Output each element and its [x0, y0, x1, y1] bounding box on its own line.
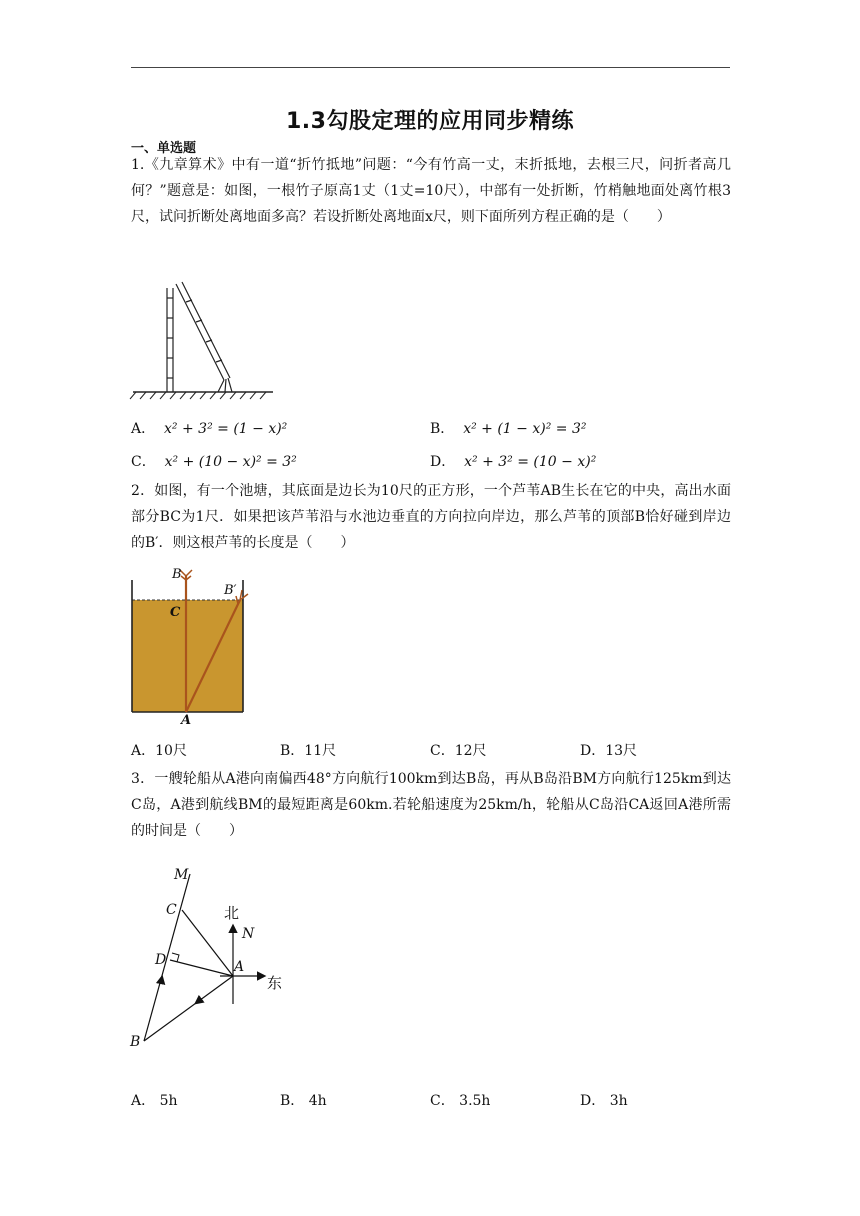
question-3-text: 3．一艘轮船从A港向南偏西48°方向航行100km到达B岛，再从B岛沿BM方向航行125km到达C岛，A港到航线BM的最短距离是60km.若轮船速度为25km/h，轮船从C岛沿CA返回A港所需的时间是（ ）	[131, 771, 731, 839]
route-bm	[144, 874, 190, 1041]
q2-option-c-label: C．	[430, 743, 455, 759]
label-n: N	[242, 926, 255, 942]
bamboo-figure	[128, 280, 278, 400]
q3-option-b-label: B．	[280, 1093, 305, 1109]
q1-option-d-formula: x² + 3² = (10 − x)²	[464, 454, 597, 470]
q2-option-a[interactable]	[131, 740, 187, 760]
label-b: B	[172, 567, 182, 582]
q1-option-a-label: A．	[131, 421, 156, 437]
pond-water	[132, 600, 243, 712]
q3-option-d[interactable]	[580, 1090, 628, 1110]
q1-option-d[interactable]	[430, 451, 596, 471]
q1-option-a[interactable]	[131, 418, 287, 438]
arrow-on-ab	[196, 1000, 200, 1003]
q1-option-b[interactable]	[430, 418, 586, 438]
segment-da	[170, 960, 233, 976]
label-b-prime: B′	[224, 583, 237, 598]
bamboo-stalk	[167, 288, 173, 392]
label-a: A	[234, 959, 245, 975]
q3-option-c[interactable]	[430, 1090, 490, 1110]
question-2-text: 2．如图，有一个池塘，其底面是边长为10尺的正方形，一个芦苇AB生长在它的中央，高出水面部分BC为1尺．如果把该芦苇沿与水池边垂直的方向拉向岸边，那么芦苇的顶部B恰好碰到岸边的B′．则这根芦苇的长度是（ ）	[131, 483, 731, 551]
q3-option-a-value: 5h	[159, 1093, 178, 1109]
q2-option-d[interactable]	[580, 740, 637, 760]
q1-option-b-label: B．	[430, 421, 455, 437]
q3-option-d-label: D．	[580, 1093, 606, 1109]
q2-option-a-value: 10尺	[155, 743, 187, 759]
route-ab	[144, 976, 233, 1041]
q2-option-c[interactable]	[430, 740, 487, 760]
pond-figure	[128, 566, 258, 726]
q3-option-c-value: 3.5h	[459, 1093, 491, 1109]
header-rule	[131, 67, 730, 68]
label-east: 东	[267, 974, 283, 992]
page-title: 1.3勾股定理的应用同步精练	[286, 109, 574, 134]
navigation-figure	[124, 864, 294, 1054]
q3-option-b[interactable]	[280, 1090, 327, 1110]
q1-option-c-formula: x² + (10 − x)² = 3²	[164, 454, 297, 470]
label-c: C	[170, 605, 181, 620]
q3-option-a[interactable]	[131, 1090, 178, 1110]
q1-option-c-label: C．	[131, 454, 156, 470]
q3-option-c-label: C．	[430, 1093, 455, 1109]
q2-option-c-value: 12尺	[454, 743, 487, 759]
label-north: 北	[224, 904, 240, 922]
label-m: M	[174, 867, 189, 883]
q3-option-b-value: 4h	[308, 1093, 327, 1109]
label-c: C	[166, 902, 177, 918]
q2-option-a-label: A．	[131, 743, 156, 759]
ground-line	[130, 392, 273, 399]
q2-option-d-label: D．	[580, 743, 606, 759]
label-d: D	[155, 952, 167, 968]
q2-option-b-value: 11尺	[304, 743, 337, 759]
q2-option-b-label: B．	[280, 743, 305, 759]
broken-bamboo	[176, 282, 232, 392]
section-heading: 一、单选题	[131, 141, 197, 156]
question-1-text: 1.《九章算术》中有一道“折竹抵地”问题：“今有竹高一丈，末折抵地，去根三尺，问折者高几何？”题意是：如图，一根竹子原高1丈（1丈=10尺），中部有一处折断，竹梢触地面处离竹根3尺，试问折断处离地面多高？若设折断处离地面x尺，则下面所列方程正确的是（ ）	[131, 157, 731, 225]
q1-option-c[interactable]	[131, 451, 297, 471]
q2-option-b[interactable]	[280, 740, 336, 760]
q3-option-d-value: 3h	[609, 1093, 628, 1109]
label-b: B	[130, 1034, 141, 1050]
q1-option-b-formula: x² + (1 − x)² = 3²	[463, 421, 587, 437]
q3-option-a-label: A．	[131, 1093, 156, 1109]
q1-option-a-formula: x² + 3² = (1 − x)²	[164, 421, 288, 437]
q2-option-d-value: 13尺	[605, 743, 638, 759]
label-a: A	[181, 713, 192, 726]
q1-option-d-label: D．	[430, 454, 456, 470]
